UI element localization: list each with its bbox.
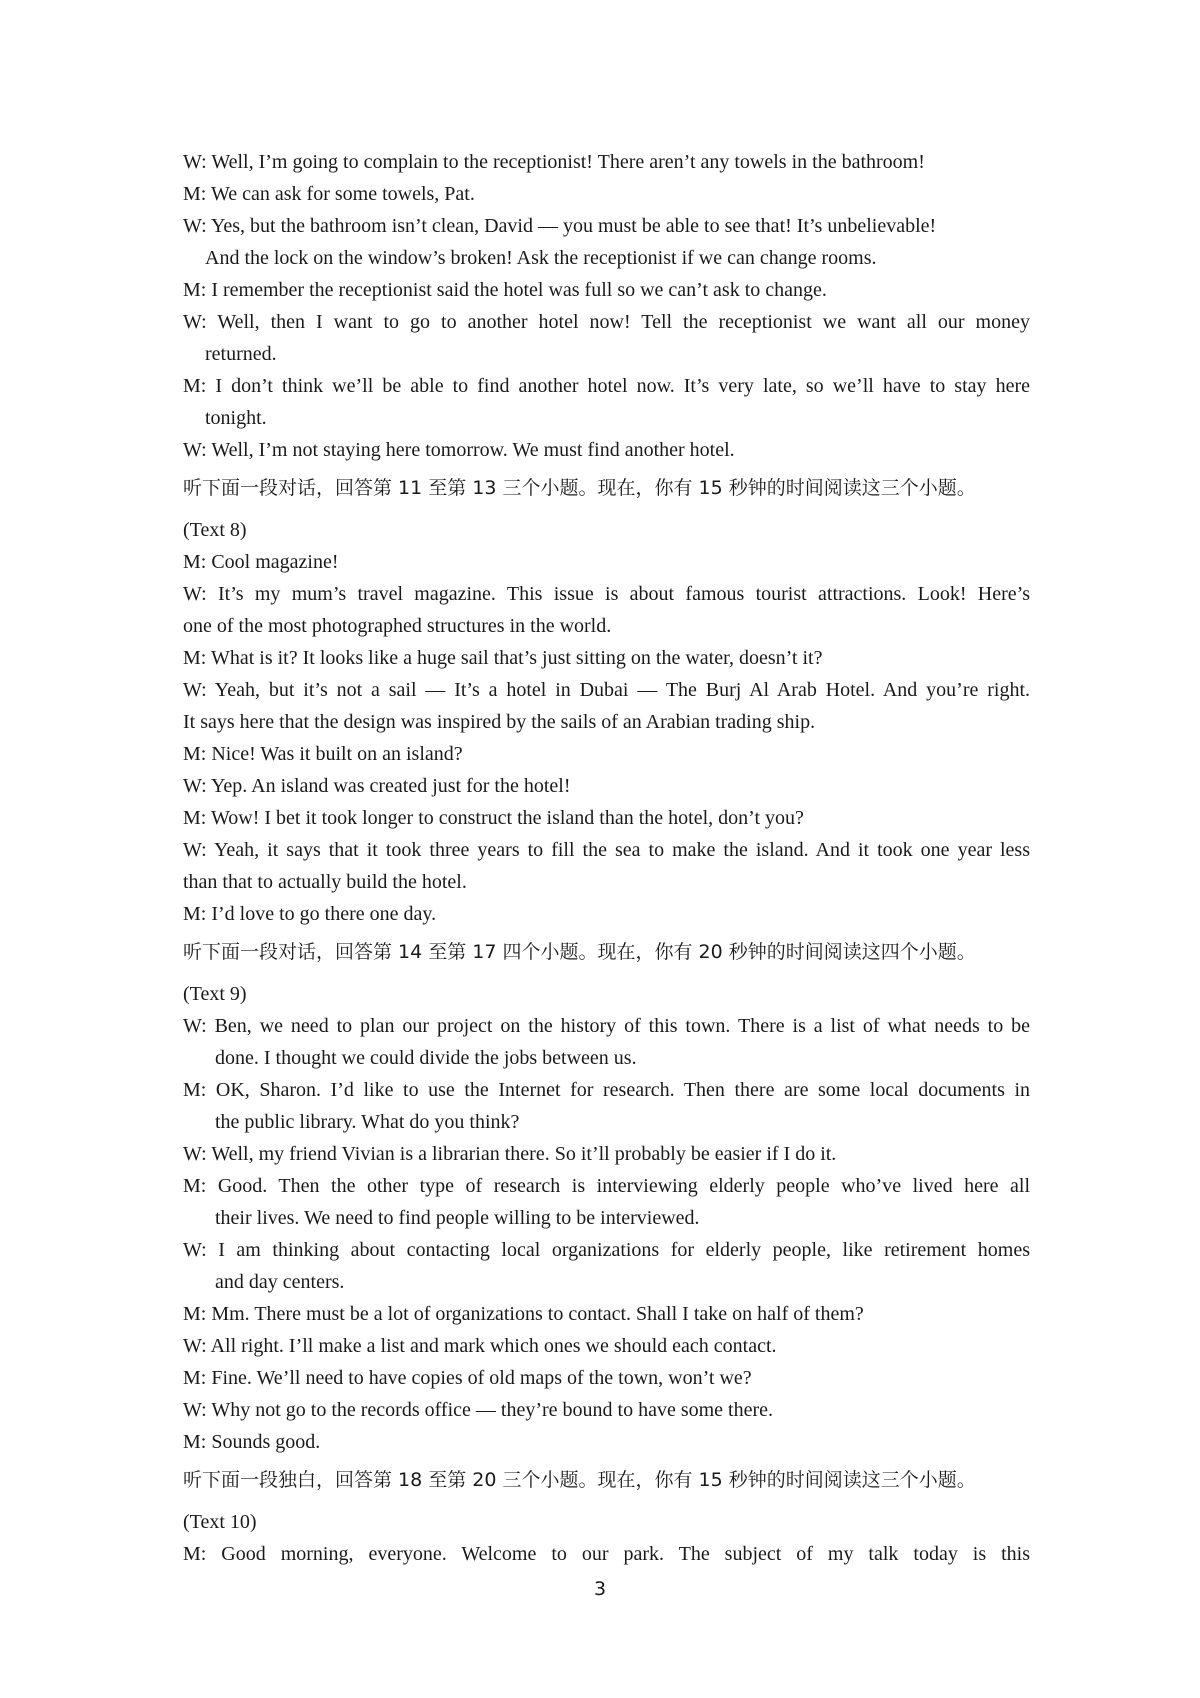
dialogue-line: W: Ben, we need to plan our project on the history of this town. There is a list of what needs to be <box>183 1015 1030 1037</box>
dialogue-line-continued: done. I thought we could divide the jobs between us. <box>215 1047 637 1069</box>
text-heading: (Text 9) <box>183 983 247 1005</box>
dialogue-line: M: I don’t think we’ll be able to find another hotel now. It’s very late, so we’ll have to stay here <box>183 375 1030 397</box>
dialogue-line: W: I am thinking about contacting local organizations for elderly people, like retirement homes <box>183 1239 1030 1261</box>
dialogue-line: M: Mm. There must be a lot of organizations to contact. Shall I take on half of them? <box>183 1303 864 1325</box>
dialogue-line: M: Cool magazine! <box>183 551 339 573</box>
dialogue-line: M: Fine. We’ll need to have copies of old maps of the town, won’t we? <box>183 1367 752 1389</box>
dialogue-line-continued: than that to actually build the hotel. <box>183 871 467 893</box>
dialogue-line: M: OK, Sharon. I’d like to use the Internet for research. Then there are some local documents in <box>183 1079 1030 1101</box>
dialogue-line: W: Yeah, but it’s not a sail — It’s a hotel in Dubai — The Burj Al Arab Hotel. And you’re right. <box>183 679 1030 701</box>
dialogue-line-continued: their lives. We need to find people willing to be interviewed. <box>215 1207 700 1229</box>
dialogue-line: W: All right. I’ll make a list and mark which ones we should each contact. <box>183 1335 777 1357</box>
listening-instruction: 听下面一段独白，回答第 18 至第 20 三个小题。现在，你有 15 秒钟的时间阅读这三个小题。 <box>183 1469 976 1491</box>
dialogue-line: M: Good morning, everyone. Welcome to our park. The subject of my talk today is this <box>183 1543 1030 1565</box>
dialogue-line-continued: and day centers. <box>215 1271 345 1293</box>
dialogue-line-continued: And the lock on the window’s broken! Ask the receptionist if we can change rooms. <box>205 247 877 269</box>
dialogue-line: W: Yep. An island was created just for the hotel! <box>183 775 571 797</box>
dialogue-line: W: Well, then I want to go to another hotel now! Tell the receptionist we want all our money <box>183 311 1030 333</box>
dialogue-line: W: Well, I’m not staying here tomorrow. We must find another hotel. <box>183 439 735 461</box>
dialogue-line-continued: the public library. What do you think? <box>215 1111 520 1133</box>
listening-instruction: 听下面一段对话，回答第 14 至第 17 四个小题。现在，你有 20 秒钟的时间阅读这四个小题。 <box>183 941 976 963</box>
dialogue-line: M: I’d love to go there one day. <box>183 903 437 925</box>
dialogue-line: W: Yes, but the bathroom isn’t clean, David — you must be able to see that! It’s unbelievable! <box>183 215 937 237</box>
dialogue-line: W: Well, my friend Vivian is a librarian there. So it’ll probably be easier if I do it. <box>183 1143 837 1165</box>
dialogue-line: M: What is it? It looks like a huge sail that’s just sitting on the water, doesn’t it? <box>183 647 823 669</box>
dialogue-line: M: Sounds good. <box>183 1431 321 1453</box>
page-number: 3 <box>593 1578 607 1600</box>
listening-instruction: 听下面一段对话，回答第 11 至第 13 三个小题。现在，你有 15 秒钟的时间阅读这三个小题。 <box>183 477 976 499</box>
text-heading: (Text 8) <box>183 519 247 541</box>
dialogue-line: W: Well, I’m going to complain to the receptionist! There aren’t any towels in the bathroom! <box>183 151 925 173</box>
dialogue-line: M: Nice! Was it built on an island? <box>183 743 463 765</box>
dialogue-line-continued: returned. <box>205 343 277 365</box>
dialogue-line: M: We can ask for some towels, Pat. <box>183 183 475 205</box>
dialogue-line: M: Good. Then the other type of research is interviewing elderly people who’ve lived here all <box>183 1175 1030 1197</box>
dialogue-line: M: I remember the receptionist said the hotel was full so we can’t ask to change. <box>183 279 827 301</box>
dialogue-line-continued: one of the most photographed structures in the world. <box>183 615 612 637</box>
dialogue-line-continued: tonight. <box>205 407 267 429</box>
dialogue-line-continued: It says here that the design was inspired by the sails of an Arabian trading ship. <box>183 711 816 733</box>
text-heading: (Text 10) <box>183 1511 257 1533</box>
dialogue-line: W: Why not go to the records office — they’re bound to have some there. <box>183 1399 774 1421</box>
dialogue-line: W: It’s my mum’s travel magazine. This issue is about famous tourist attractions. Look! Here’s <box>183 583 1030 605</box>
dialogue-line: W: Yeah, it says that it took three years to fill the sea to make the island. And it took one year less <box>183 839 1030 861</box>
dialogue-line: M: Wow! I bet it took longer to construct the island than the hotel, don’t you? <box>183 807 804 829</box>
